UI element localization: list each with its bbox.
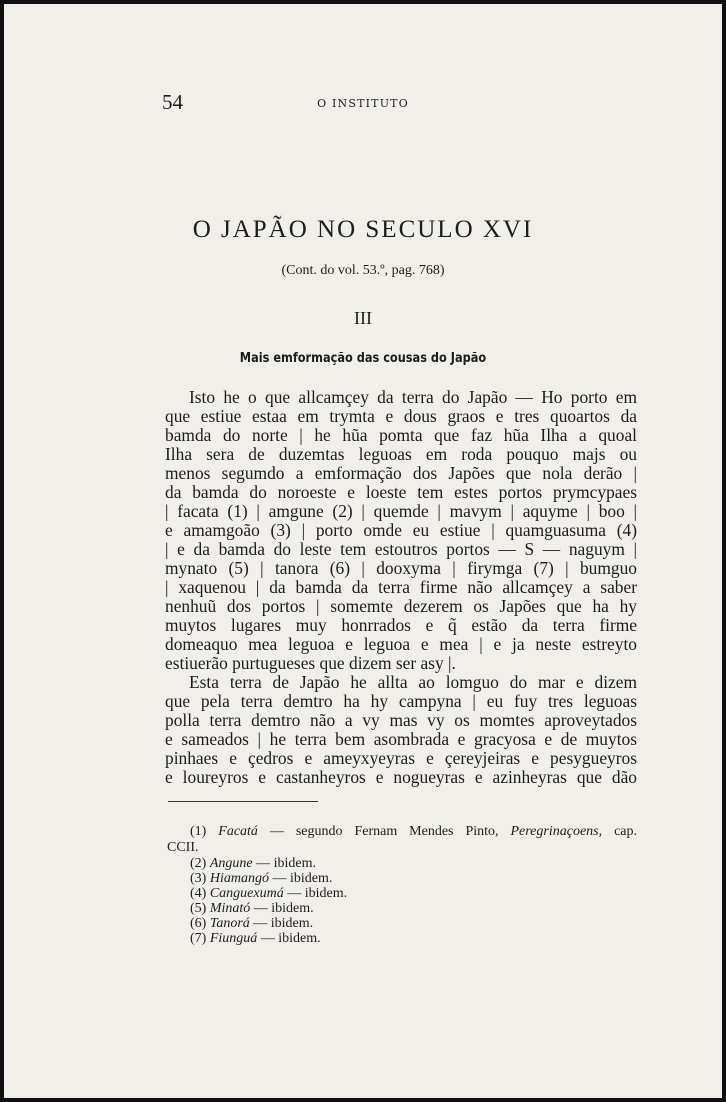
- footnote-1: (1) Facatá — segundo Fernam Mendes Pinto, Peregrinaçoens, cap.: [190, 824, 637, 839]
- text-line: | facata (1) | amgune (2) | quemde | mavym | aquyme | boo |: [165, 501, 637, 521]
- text-line: domeaquo mea leguoa e leguoa e mea | e ja neste estreyto: [165, 634, 637, 654]
- text-line: polla terra demtro não a vy mas vy os momtes aproveytados: [165, 710, 637, 730]
- text-line: nenhuũ dos portos | somemte dezerem os Japões que ha hy: [165, 596, 637, 616]
- text-line: bamda do norte | he hũa pomta que faz hũa Ilha a quoal: [165, 425, 637, 445]
- text-line: Esta terra de Japão he allta ao lomguo do mar e dizem: [189, 672, 637, 692]
- section-heading: Mais emformação das cousas do Japão: [239, 350, 487, 366]
- text-line: e sameados | he terra bem asombrada e gracyosa e de muytos: [165, 729, 637, 749]
- running-head: [4, 90, 722, 114]
- text-line: muytos lugares muy honrrados e q̃ estão da terra firme: [165, 615, 637, 635]
- text-line: e amamgoão (3) | porto omde eu estiue | quamguasuma (4): [165, 520, 637, 540]
- article-title: O JAPÃO NO SECULO XVI: [192, 216, 534, 243]
- text-line: que pela terra demtro ha hy campyna | eu fuy tres leguoas: [165, 691, 637, 711]
- text-line: | xaquenou | da bamda da terra firme não allcamçey a saber: [165, 577, 637, 597]
- footnote-7: (7) Fiunguá — ibidem.: [190, 931, 321, 946]
- text-line: Ilha sera de duzemtas leguoas em roda pouquo majs ou: [165, 444, 637, 464]
- text-line: e loureyros e castanheyros e nogueyras e azinheyras que dão: [165, 767, 637, 787]
- footnote-6: (6) Tanorá — ibidem.: [190, 916, 314, 931]
- text-line: da bamda do noroeste e loeste tem estes portos prymcypaes: [165, 482, 637, 502]
- text-line: que estiue estaa em trymta e dous graos e tres quoartos da: [165, 406, 637, 426]
- text-line: | e da bamda do leste tem estoutros portos — S — naguym |: [165, 539, 637, 559]
- footnote-3: (3) Hiamangó — ibidem.: [190, 871, 333, 886]
- page-number: 54: [162, 90, 183, 114]
- footnote-5: (5) Minató — ibidem.: [190, 901, 314, 916]
- footnote-divider: [168, 801, 318, 802]
- text-line: menos segumdo a emformação dos Japões que nola derão |: [165, 463, 637, 483]
- footnote-2: (2) Angune — ibidem.: [190, 856, 316, 871]
- text-line: mynato (5) | tanora (6) | dooxyma | firymga (7) | bumguo: [165, 558, 637, 578]
- text-line: pinhaes e çedros e ameyxyeyras e çereyjeiras e pesygueyros: [165, 748, 637, 768]
- chapter-number: III: [354, 308, 372, 328]
- text-line: Isto he o que allcamçey da terra do Japão — Ho porto em: [189, 387, 637, 407]
- text-line: estiuerão purtugueses que dizem ser asy |.: [165, 653, 456, 673]
- continuation-note: (Cont. do vol. 53.º, pag. 768): [281, 263, 445, 278]
- footnote-1-continuation: CCII.: [167, 840, 199, 855]
- running-title: O INSTITUTO: [317, 97, 409, 110]
- footnote-4: (4) Canguexumá — ibidem.: [190, 886, 348, 901]
- book-page: [4, 4, 722, 1098]
